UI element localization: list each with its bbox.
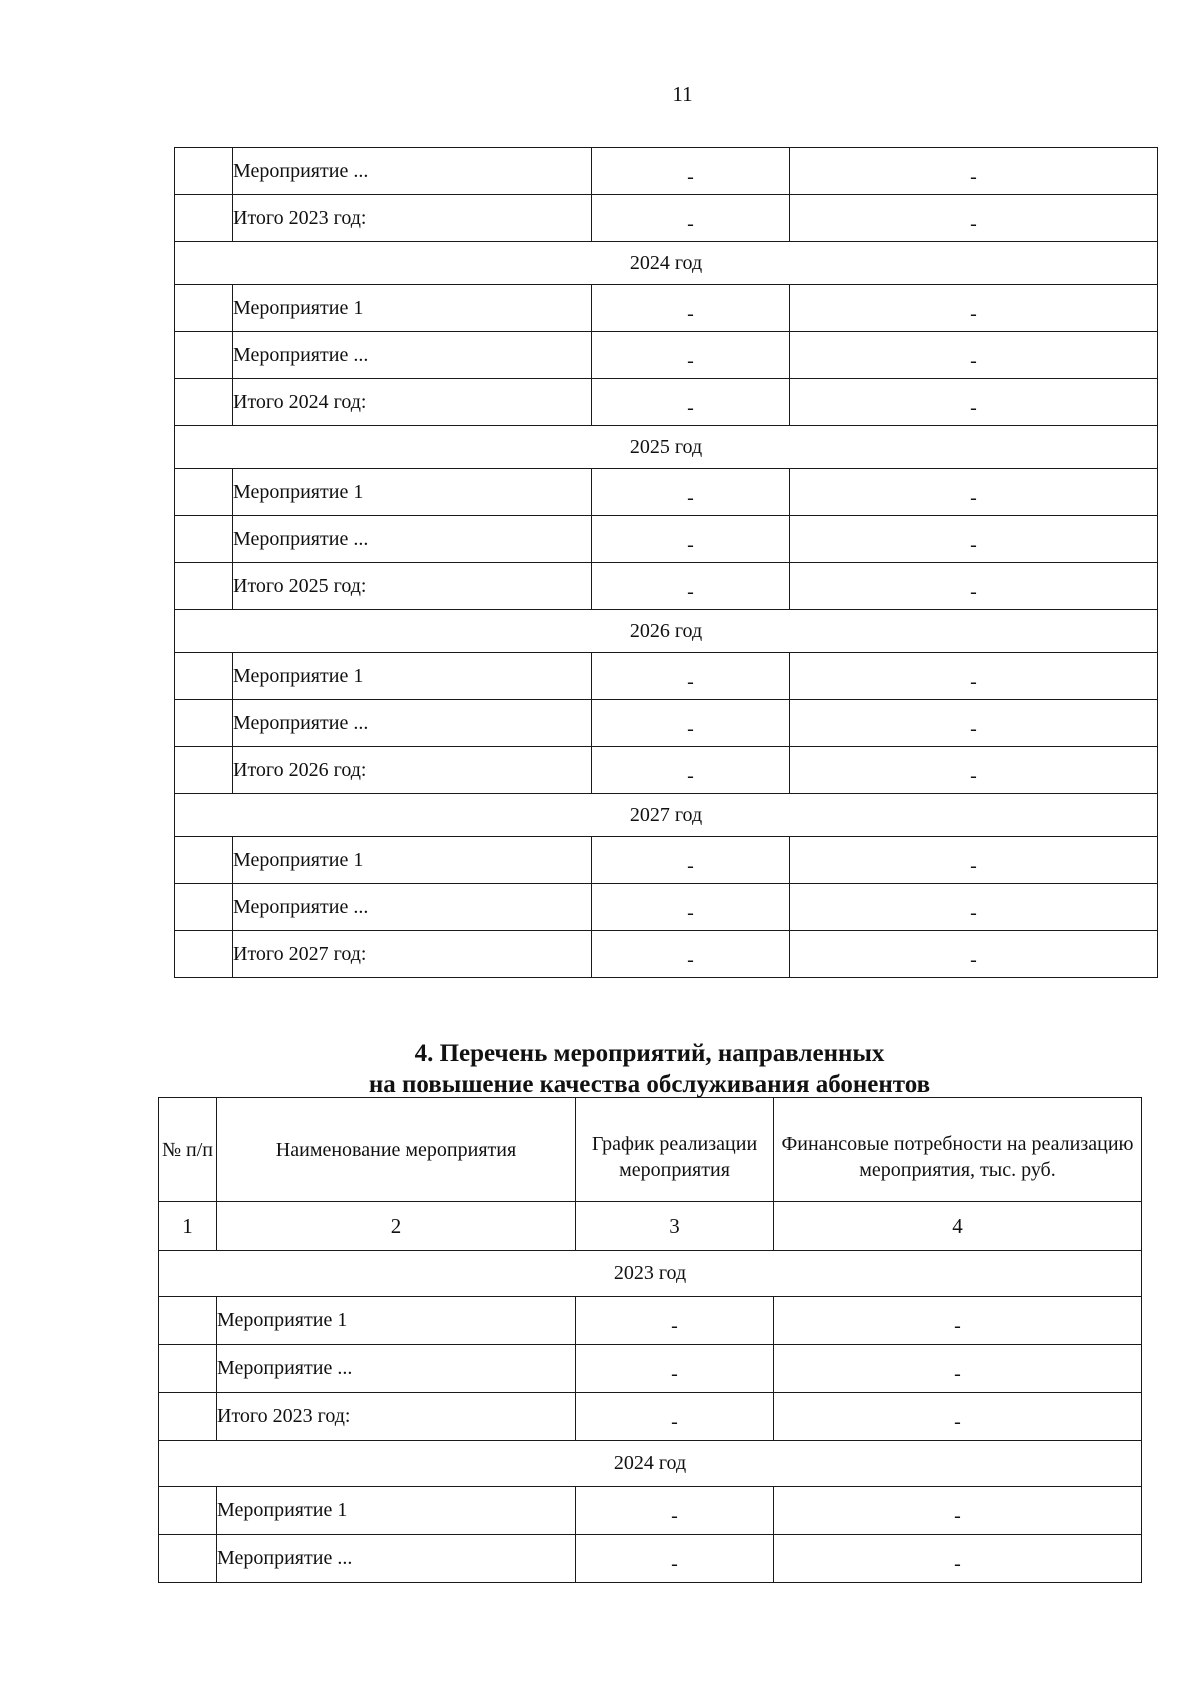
finance-cell-value: - (970, 396, 977, 419)
table-row (175, 332, 1158, 379)
activity-name-cell: Мероприятие 1 (217, 1487, 576, 1535)
finance-cell (774, 1393, 1142, 1441)
finance-cell-value: - (970, 349, 977, 372)
finance-cell (790, 700, 1158, 747)
header-finance: Финансовые потребности на реализацию мероприятия, тыс. руб. (774, 1098, 1142, 1202)
table-row (175, 516, 1158, 563)
year-label: 2025 год (175, 426, 1158, 469)
table-row (175, 563, 1158, 610)
finance-cell (774, 1487, 1142, 1535)
table-row (159, 1297, 1142, 1345)
table-row (175, 653, 1158, 700)
finance-cell-value: - (970, 212, 977, 235)
finance-cell (790, 931, 1158, 978)
table-row (175, 884, 1158, 931)
table-row (175, 285, 1158, 332)
schedule-cell-value: - (671, 1363, 678, 1385)
finance-cell-value: - (970, 302, 977, 325)
finance-cell-value: - (970, 717, 977, 740)
activities-table-continued (174, 147, 1158, 978)
row-number-cell (175, 884, 233, 931)
table-row (175, 148, 1158, 195)
schedule-cell-value: - (687, 580, 694, 603)
finance-cell (790, 332, 1158, 379)
table-row (175, 837, 1158, 884)
schedule-cell (576, 1345, 774, 1393)
schedule-cell (592, 195, 790, 242)
schedule-cell-value: - (687, 901, 694, 924)
finance-cell (790, 563, 1158, 610)
row-number-cell (175, 516, 233, 563)
year-label: 2026 год (175, 610, 1158, 653)
schedule-cell-value: - (687, 165, 694, 188)
table-row (175, 747, 1158, 794)
row-number-cell (175, 285, 233, 332)
schedule-cell-value: - (687, 396, 694, 419)
schedule-cell (592, 332, 790, 379)
activity-name-cell: Итого 2024 год: (233, 379, 592, 426)
schedule-cell (592, 285, 790, 332)
finance-cell (774, 1535, 1142, 1583)
row-number-cell (175, 563, 233, 610)
year-label: 2024 год (159, 1441, 1142, 1487)
schedule-cell-value: - (687, 349, 694, 372)
schedule-cell (592, 700, 790, 747)
activity-name-cell: Мероприятие ... (233, 700, 592, 747)
finance-cell-value: - (954, 1363, 961, 1385)
finance-cell (774, 1345, 1142, 1393)
table-header-row (159, 1098, 1142, 1202)
year-header-row (159, 1251, 1142, 1297)
row-number-cell (175, 332, 233, 379)
finance-cell (790, 148, 1158, 195)
column-number: 1 (159, 1202, 217, 1251)
schedule-cell (576, 1297, 774, 1345)
finance-cell (790, 469, 1158, 516)
schedule-cell-value: - (687, 948, 694, 971)
schedule-cell-value: - (687, 764, 694, 787)
row-number-cell (159, 1297, 217, 1345)
activity-name-cell: Мероприятие ... (233, 332, 592, 379)
activity-name-cell: Мероприятие 1 (217, 1297, 576, 1345)
column-number: 2 (217, 1202, 576, 1251)
schedule-cell (592, 563, 790, 610)
row-number-cell (175, 195, 233, 242)
finance-cell-value: - (970, 533, 977, 556)
activity-name-cell: Мероприятие 1 (233, 837, 592, 884)
activity-name-cell: Мероприятие ... (233, 516, 592, 563)
header-schedule: График реализации мероприятия (576, 1098, 774, 1202)
schedule-cell-value: - (687, 212, 694, 235)
finance-cell (790, 884, 1158, 931)
row-number-cell (159, 1487, 217, 1535)
finance-cell (790, 837, 1158, 884)
row-number-cell (159, 1393, 217, 1441)
column-number: 4 (774, 1202, 1142, 1251)
row-number-cell (175, 148, 233, 195)
year-header-row (175, 794, 1158, 837)
activity-name-cell: Мероприятие ... (233, 148, 592, 195)
activity-name-cell: Итого 2023 год: (233, 195, 592, 242)
activity-name-cell: Мероприятие ... (233, 884, 592, 931)
schedule-cell (592, 884, 790, 931)
finance-cell (790, 379, 1158, 426)
schedule-cell-value: - (687, 670, 694, 693)
row-number-cell (175, 837, 233, 884)
schedule-cell-value: - (687, 533, 694, 556)
finance-cell-value: - (954, 1411, 961, 1433)
schedule-cell-value: - (671, 1315, 678, 1337)
service-quality-activities-table (158, 1097, 1142, 1583)
schedule-cell (592, 653, 790, 700)
section-4-title-line-1: 4. Перечень мероприятий, направленных (414, 1040, 885, 1067)
column-number: 3 (576, 1202, 774, 1251)
row-number-cell (175, 653, 233, 700)
row-number-cell (175, 747, 233, 794)
finance-cell-value: - (970, 670, 977, 693)
schedule-cell-value: - (687, 717, 694, 740)
finance-cell (790, 653, 1158, 700)
section-4-title-line-2: на повышение качества обслуживания абонентов (368, 1071, 931, 1098)
finance-cell (774, 1297, 1142, 1345)
schedule-cell-value: - (671, 1553, 678, 1575)
row-number-cell (175, 469, 233, 516)
table-row (175, 700, 1158, 747)
activity-name-cell: Итого 2027 год: (233, 931, 592, 978)
table-row (159, 1345, 1142, 1393)
finance-cell-value: - (970, 854, 977, 877)
schedule-cell (592, 379, 790, 426)
year-header-row (175, 242, 1158, 285)
schedule-cell (576, 1393, 774, 1441)
activity-name-cell: Итого 2025 год: (233, 563, 592, 610)
schedule-cell-value: - (687, 302, 694, 325)
finance-cell-value: - (970, 948, 977, 971)
row-number-cell (159, 1535, 217, 1583)
activity-name-cell: Итого 2026 год: (233, 747, 592, 794)
table-row (175, 931, 1158, 978)
schedule-cell-value: - (671, 1505, 678, 1527)
finance-cell-value: - (954, 1505, 961, 1527)
finance-cell-value: - (954, 1553, 961, 1575)
finance-cell-value: - (970, 764, 977, 787)
row-number-cell (159, 1345, 217, 1393)
finance-cell-value: - (970, 580, 977, 603)
header-num: № п/п (159, 1098, 217, 1202)
column-numbers-row (159, 1202, 1142, 1251)
schedule-cell (592, 747, 790, 794)
activity-name-cell: Мероприятие ... (217, 1535, 576, 1583)
finance-cell (790, 747, 1158, 794)
activity-name-cell: Мероприятие 1 (233, 285, 592, 332)
table-row (159, 1393, 1142, 1441)
finance-cell (790, 285, 1158, 332)
finance-cell-value: - (970, 165, 977, 188)
year-header-row (175, 426, 1158, 469)
row-number-cell (175, 379, 233, 426)
schedule-cell-value: - (687, 854, 694, 877)
finance-cell-value: - (954, 1315, 961, 1337)
schedule-cell (592, 148, 790, 195)
year-label: 2023 год (159, 1251, 1142, 1297)
activity-name-cell: Итого 2023 год: (217, 1393, 576, 1441)
row-number-cell (175, 931, 233, 978)
finance-cell (790, 516, 1158, 563)
activity-name-cell: Мероприятие 1 (233, 653, 592, 700)
schedule-cell (592, 837, 790, 884)
section-4-heading (158, 1038, 1141, 1100)
schedule-cell-value: - (687, 486, 694, 509)
page-number: 11 (672, 82, 693, 106)
finance-cell-value: - (970, 486, 977, 509)
table-row (159, 1535, 1142, 1583)
schedule-cell (576, 1535, 774, 1583)
schedule-cell (592, 469, 790, 516)
year-header-row (175, 610, 1158, 653)
table-row (175, 379, 1158, 426)
year-label: 2024 год (175, 242, 1158, 285)
table-row (175, 469, 1158, 516)
schedule-cell (592, 516, 790, 563)
finance-cell (790, 195, 1158, 242)
table-row (175, 195, 1158, 242)
year-header-row (159, 1441, 1142, 1487)
year-label: 2027 год (175, 794, 1158, 837)
finance-cell-value: - (970, 901, 977, 924)
schedule-cell-value: - (671, 1411, 678, 1433)
row-number-cell (175, 700, 233, 747)
schedule-cell (592, 931, 790, 978)
activity-name-cell: Мероприятие ... (217, 1345, 576, 1393)
activity-name-cell: Мероприятие 1 (233, 469, 592, 516)
header-name: Наименование мероприятия (217, 1098, 576, 1202)
table-row (159, 1487, 1142, 1535)
schedule-cell (576, 1487, 774, 1535)
